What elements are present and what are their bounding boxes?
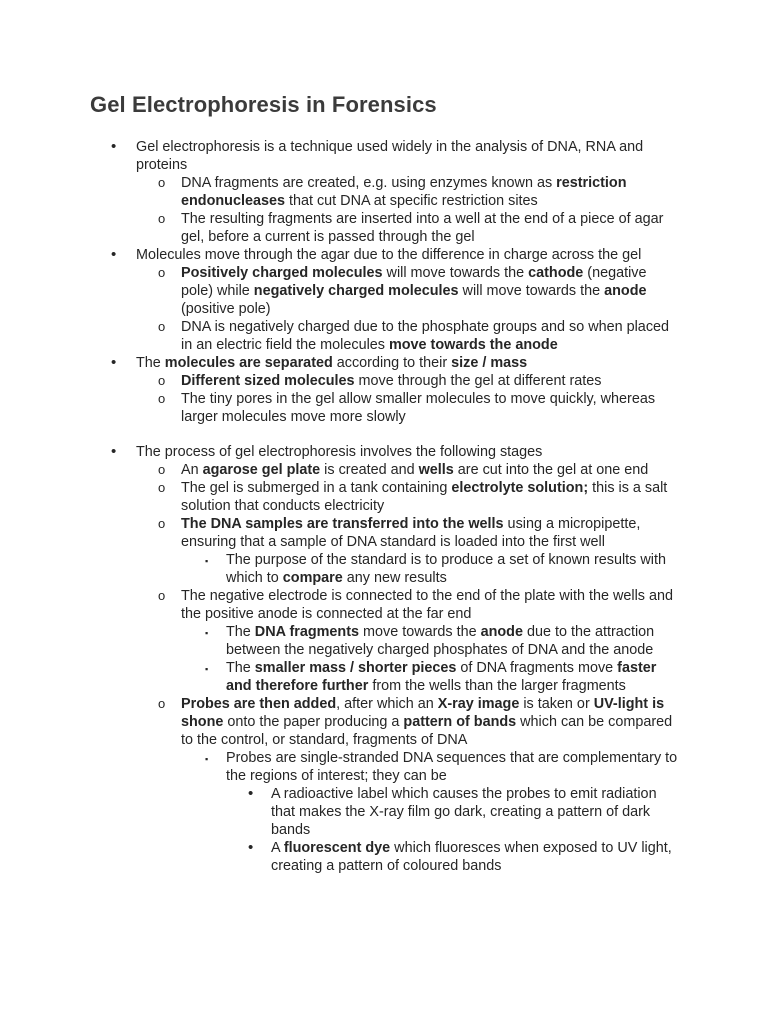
list-item [136, 372, 678, 390]
item-text: onto the paper producing a [223, 714, 404, 730]
bold-term: pattern of bands [403, 714, 517, 730]
list-item [136, 515, 678, 587]
bold-term: fluorescent dye [283, 840, 391, 856]
bold-term: size / mass [451, 355, 528, 371]
circle-marker: o [158, 175, 166, 190]
circle-marker: o [158, 391, 166, 406]
bold-term: wells [418, 462, 454, 478]
square-marker: ▪ [205, 556, 209, 566]
item-text: The resulting fragments are inserted into a well at the end of a piece of agar gel, before a current is passed through the gel [181, 211, 664, 245]
bold-term: negatively charged molecules [253, 283, 459, 299]
bold-term: X-ray image [437, 696, 520, 712]
bold-term: restriction endonucleases [181, 175, 627, 209]
item-text: due to the attraction between the negatively charged phosphates of DNA and the anode [226, 624, 655, 658]
circle-marker: o [158, 373, 166, 388]
list-item [226, 785, 678, 839]
bold-term: cathode [528, 265, 584, 281]
bullet-marker: • [111, 443, 117, 460]
item-text: A radioactive label which causes the probes to emit radiation that makes the X-ray film go dark, creating a pattern of dark bands [271, 786, 657, 838]
bold-term: compare [282, 570, 343, 586]
circle-marker: o [158, 516, 166, 531]
circle-marker: o [158, 265, 166, 280]
item-text: this is a salt solution that conducts electricity [181, 480, 668, 514]
bold-term: anode [604, 283, 647, 299]
list-item [0, 246, 676, 354]
bullet-marker: • [111, 246, 117, 263]
item-text: The process of gel electrophoresis involves the following stages [136, 444, 543, 460]
sub-sub-list [181, 623, 678, 695]
list-item [136, 390, 678, 426]
bold-term: agarose gel plate [202, 462, 321, 478]
bold-term: UV-light is shone [181, 696, 665, 730]
sub-list [136, 174, 676, 246]
item-text: are cut into the gel at one end [453, 462, 649, 478]
list-item [0, 354, 676, 443]
item-text: of DNA fragments move [456, 660, 618, 676]
item-text: any new results [342, 570, 447, 586]
circle-marker: o [158, 480, 166, 495]
item-text: which fluoresces when exposed to UV light, creating a pattern of coloured bands [271, 840, 672, 874]
bold-term: electrolyte solution; [451, 480, 589, 496]
sub-sub-list [181, 551, 678, 587]
item-text: A [271, 840, 284, 856]
list-item [181, 551, 678, 587]
item-text: using a micropipette, ensuring that a sample of DNA standard is loaded into the first well [181, 516, 641, 550]
item-text: DNA is negatively charged due to the phosphate groups and so when placed in an electric field the molecules [181, 319, 670, 353]
item-text: The gel is submerged in a tank containing [181, 480, 452, 496]
item-text: which can be compared to the control, or standard, fragments of DNA [181, 714, 673, 748]
sub-list [136, 372, 676, 426]
item-text: (positive pole) [181, 301, 271, 317]
item-text: move towards the [359, 624, 481, 640]
bullet-marker: • [111, 138, 117, 155]
circle-marker: o [158, 588, 166, 603]
item-text: Probes are single-stranded DNA sequences that are complementary to the regions of interest; they can be [226, 750, 678, 784]
list-item [136, 461, 678, 479]
list-item [136, 479, 678, 515]
item-text: The negative electrode is connected to the end of the plate with the wells and the positive anode is connected at the far end [181, 588, 674, 622]
square-marker: ▪ [205, 628, 209, 638]
list-item [181, 623, 678, 659]
sub-list [136, 461, 676, 875]
item-text: The tiny pores in the gel allow smaller molecules to move quickly, whereas larger molecules move more slowly [181, 391, 656, 425]
item-text: from the wells than the larger fragments [368, 678, 626, 694]
item-text: that cut DNA at specific restriction sites [284, 193, 538, 209]
bold-term: Positively charged molecules [181, 265, 383, 281]
document-body [0, 138, 768, 875]
bullet-marker: • [248, 785, 254, 802]
sub-sub-list [181, 749, 678, 875]
item-text: The purpose of the standard is to produce a set of known results with which to [226, 552, 666, 586]
circle-marker: o [158, 319, 166, 334]
bold-term: Probes are then added [181, 696, 337, 712]
square-marker: ▪ [205, 754, 209, 764]
list-item [226, 839, 678, 875]
item-text: The [226, 660, 255, 676]
bullet-marker: • [111, 354, 117, 371]
square-marker: ▪ [205, 664, 209, 674]
item-text: Gel electrophoresis is a technique used widely in the analysis of DNA, RNA and proteins [136, 139, 644, 173]
item-text: , after which an [336, 696, 438, 712]
item-text: according to their [332, 355, 452, 371]
list-item [136, 587, 678, 695]
item-text: The [136, 355, 165, 371]
item-text: (negative pole) while [181, 265, 647, 299]
list-item [136, 695, 678, 875]
item-text: is created and [320, 462, 419, 478]
bullet-marker: • [248, 839, 254, 856]
list-item [136, 174, 678, 210]
level-four-list [226, 785, 678, 875]
list-item [181, 659, 678, 695]
item-text: will move towards the [382, 265, 529, 281]
list-item [136, 210, 678, 246]
bold-term: molecules are separated [164, 355, 333, 371]
list-item [0, 443, 676, 875]
circle-marker: o [158, 211, 166, 226]
bold-term: DNA fragments [254, 624, 360, 640]
list-item [136, 318, 678, 354]
list-item [0, 138, 676, 246]
bold-term: anode [480, 624, 523, 640]
list-item [136, 264, 678, 318]
item-text: An [181, 462, 203, 478]
page-title: Gel Electrophoresis in Forensics [90, 92, 437, 117]
item-text: The [226, 624, 255, 640]
item-text: is taken or [519, 696, 594, 712]
item-text: Molecules move through the agar due to the difference in charge across the gel [136, 247, 642, 263]
circle-marker: o [158, 462, 166, 477]
item-text: will move towards the [458, 283, 605, 299]
bold-term: move towards the anode [388, 337, 558, 353]
circle-marker: o [158, 696, 166, 711]
item-text: DNA fragments are created, e.g. using enzymes known as [181, 175, 557, 191]
bold-term: smaller mass / shorter pieces [254, 660, 457, 676]
bold-term: Different sized molecules [181, 373, 355, 389]
bold-term: The DNA samples are transferred into the wells [181, 516, 504, 532]
list-item [181, 749, 678, 875]
spacer [136, 426, 676, 443]
item-text: move through the gel at different rates [354, 373, 602, 389]
sub-list [136, 264, 676, 354]
bold-term: faster and therefore further [226, 660, 657, 694]
main-bullet-list [0, 138, 768, 875]
